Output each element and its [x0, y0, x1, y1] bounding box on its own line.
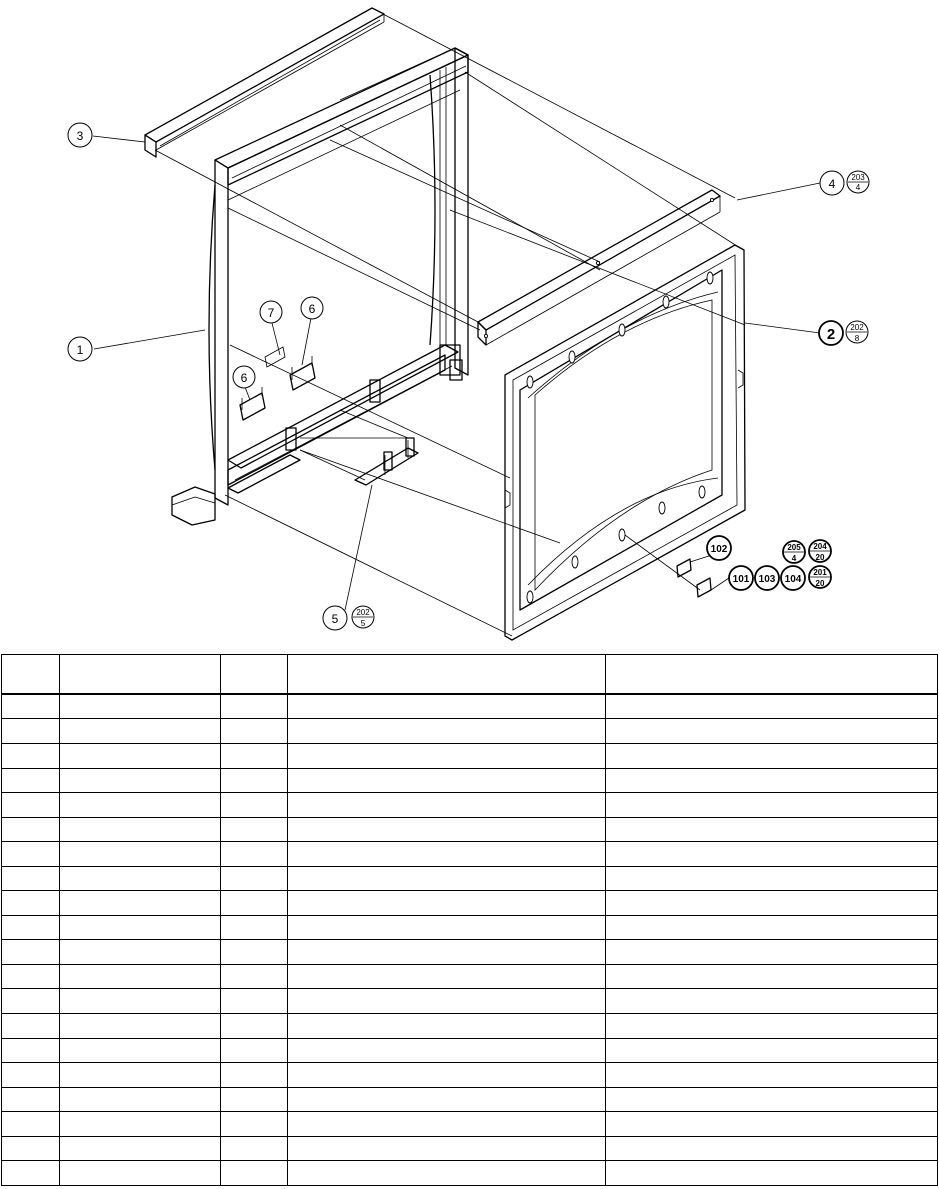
table-cell [2, 842, 60, 867]
table-cell [288, 989, 606, 1014]
callout-2-qty-top: 202 [850, 323, 864, 332]
table-cell [288, 1014, 606, 1039]
table-row [2, 989, 938, 1014]
table-cell [221, 1087, 288, 1112]
table-cell [2, 1112, 60, 1137]
part-5-support-bracket [300, 410, 418, 485]
table-cell [60, 915, 221, 940]
part-2-front-frame [505, 245, 745, 640]
table-cell [60, 1014, 221, 1039]
table-cell [606, 694, 938, 719]
table-cell [288, 1112, 606, 1137]
table-row [2, 1087, 938, 1112]
table-cell [221, 940, 288, 965]
table-cell [60, 817, 221, 842]
table-cell [606, 1087, 938, 1112]
part-1-housing [172, 48, 468, 525]
hardware-204-bottom: 20 [815, 553, 825, 562]
table-cell [221, 1063, 288, 1088]
table-cell [606, 768, 938, 793]
part-7-pad [265, 347, 285, 367]
callout-4-qty-top: 203 [851, 173, 865, 182]
table-cell [221, 989, 288, 1014]
callout-4 [820, 171, 869, 195]
table-cell [2, 1014, 60, 1039]
table-cell [221, 793, 288, 818]
hardware-102 [707, 536, 731, 560]
table-cell [288, 891, 606, 916]
table-row [2, 743, 938, 768]
hardware-205-top: 205 [787, 543, 801, 552]
table-cell [288, 1087, 606, 1112]
parts-table-body [2, 655, 938, 1186]
table-cell [2, 940, 60, 965]
table-row [2, 1014, 938, 1039]
callout-5-qty-top: 202 [356, 608, 370, 617]
header-cell [221, 655, 288, 694]
table-cell [221, 1112, 288, 1137]
table-cell [60, 1063, 221, 1088]
table-cell [606, 1161, 938, 1186]
table-cell [60, 1112, 221, 1137]
table-cell [288, 694, 606, 719]
table-row [2, 793, 938, 818]
table-cell [60, 964, 221, 989]
table-row [2, 1161, 938, 1186]
table-cell [606, 891, 938, 916]
hardware-205-bottom: 4 [791, 554, 797, 563]
table-cell [60, 866, 221, 891]
table-cell [606, 1063, 938, 1088]
table-cell [60, 940, 221, 965]
table-cell [288, 940, 606, 965]
table-cell [606, 989, 938, 1014]
callout-1-label: 1 [76, 343, 84, 357]
table-cell [221, 866, 288, 891]
table-cell [2, 1063, 60, 1088]
table-cell [288, 768, 606, 793]
table-row [2, 1038, 938, 1063]
table-cell [288, 964, 606, 989]
table-cell [2, 964, 60, 989]
hardware-102-label: 102 [710, 544, 728, 555]
table-cell [2, 768, 60, 793]
callout-2-qty-bottom: 8 [854, 334, 860, 343]
callout-5 [323, 606, 374, 630]
header-cell [606, 655, 938, 694]
hardware-204-top: 204 [813, 542, 827, 551]
table-cell [60, 1161, 221, 1186]
table-cell [2, 1161, 60, 1186]
table-cell [2, 915, 60, 940]
hardware-104-label: 104 [784, 574, 802, 585]
header-cell [60, 655, 221, 694]
table-cell [60, 793, 221, 818]
table-cell [60, 989, 221, 1014]
table-cell [288, 866, 606, 891]
table-cell [288, 743, 606, 768]
callout-3 [68, 123, 92, 147]
part-6-clip-lower [240, 387, 265, 420]
table-cell [2, 866, 60, 891]
hardware-205 [783, 541, 805, 563]
callout-6-lower-label: 6 [240, 371, 248, 385]
callout-2 [819, 321, 868, 345]
table-row [2, 964, 938, 989]
table-cell [606, 1038, 938, 1063]
table-row [2, 719, 938, 744]
table-cell [606, 842, 938, 867]
hardware-103-label: 103 [758, 574, 776, 585]
table-row [2, 1136, 938, 1161]
callout-6-upper [301, 297, 323, 319]
table-cell [288, 1136, 606, 1161]
table-cell [60, 694, 221, 719]
hardware-201-bottom: 20 [815, 579, 825, 588]
callout-1 [68, 337, 92, 361]
table-row [2, 1112, 938, 1137]
table-cell [60, 842, 221, 867]
table-cell [606, 719, 938, 744]
callout-5-qty-bottom: 5 [360, 619, 366, 628]
callout-7 [260, 301, 282, 323]
table-cell [221, 1136, 288, 1161]
table-row [2, 915, 938, 940]
table-cell [606, 866, 938, 891]
table-cell [221, 1014, 288, 1039]
table-cell [288, 719, 606, 744]
callout-7-label: 7 [267, 306, 275, 320]
table-cell [2, 891, 60, 916]
table-cell [60, 768, 221, 793]
hardware-204 [809, 540, 831, 562]
table-cell [606, 817, 938, 842]
table-cell [606, 940, 938, 965]
callout-4-qty-bottom: 4 [855, 183, 861, 192]
hardware-103 [755, 566, 779, 590]
header-cell [288, 655, 606, 694]
table-cell [221, 817, 288, 842]
table-cell [606, 793, 938, 818]
callout-4-label: 4 [828, 177, 836, 191]
hardware-104 [781, 566, 805, 590]
table-cell [606, 1136, 938, 1161]
table-row [2, 817, 938, 842]
table-cell [288, 1161, 606, 1186]
table-cell [606, 1112, 938, 1137]
callout-6-upper-label: 6 [308, 302, 316, 316]
table-cell [2, 743, 60, 768]
table-cell [288, 793, 606, 818]
table-cell [60, 1038, 221, 1063]
table-cell [288, 915, 606, 940]
hardware-201-top: 201 [813, 568, 827, 577]
table-cell [2, 719, 60, 744]
table-row [2, 842, 938, 867]
table-cell [2, 1136, 60, 1161]
table-row [2, 1063, 938, 1088]
table-cell [288, 1038, 606, 1063]
table-cell [606, 964, 938, 989]
parts-table-header-row [2, 655, 938, 694]
table-cell [2, 989, 60, 1014]
table-row [2, 768, 938, 793]
table-cell [2, 1038, 60, 1063]
hardware-201 [809, 566, 831, 588]
table-row [2, 694, 938, 719]
table-cell [221, 694, 288, 719]
table-cell [60, 891, 221, 916]
projection-lines [155, 14, 745, 636]
hardware-parts [677, 559, 711, 597]
table-cell [221, 915, 288, 940]
table-cell [606, 915, 938, 940]
table-cell [221, 842, 288, 867]
callout-5-label: 5 [331, 612, 339, 626]
callout-3-label: 3 [76, 129, 84, 143]
table-cell [221, 964, 288, 989]
table-cell [60, 743, 221, 768]
table-cell [2, 1087, 60, 1112]
hardware-101 [729, 566, 753, 590]
table-row [2, 940, 938, 965]
table-cell [2, 793, 60, 818]
table-cell [60, 1087, 221, 1112]
parts-list-table [1, 654, 938, 1186]
table-cell [221, 891, 288, 916]
header-cell [2, 655, 60, 694]
table-cell [221, 768, 288, 793]
part-3-top-trim [145, 8, 384, 157]
hardware-101-label: 101 [732, 574, 750, 585]
callout-6-lower [233, 366, 255, 388]
table-cell [606, 743, 938, 768]
table-cell [288, 842, 606, 867]
table-cell [60, 1136, 221, 1161]
callout-2-label: 2 [826, 326, 836, 343]
table-cell [2, 694, 60, 719]
table-cell [606, 1014, 938, 1039]
table-cell [2, 817, 60, 842]
table-cell [221, 1038, 288, 1063]
table-cell [221, 743, 288, 768]
table-cell [288, 1063, 606, 1088]
table-row [2, 891, 938, 916]
table-cell [221, 719, 288, 744]
table-cell [221, 1161, 288, 1186]
table-row [2, 866, 938, 891]
table-cell [60, 719, 221, 744]
table-cell [288, 817, 606, 842]
